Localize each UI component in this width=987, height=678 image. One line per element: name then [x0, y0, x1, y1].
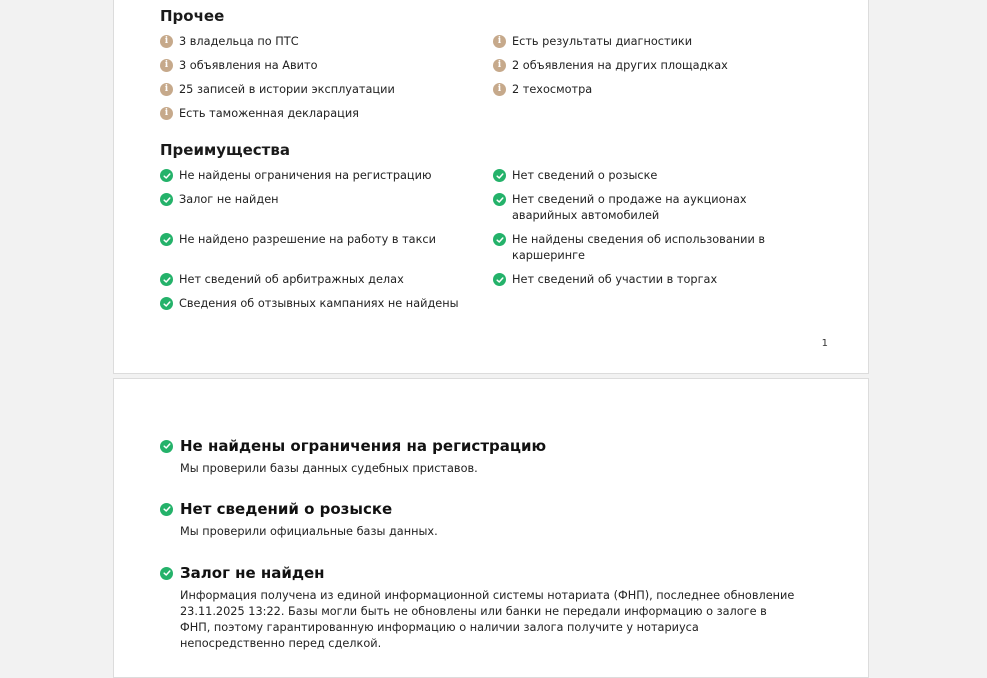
report-page-1 [113, 0, 869, 374]
detail-title: Не найдены ограничения на регистрацию [180, 437, 547, 455]
check-icon [493, 233, 506, 246]
detail-heading [160, 500, 800, 518]
fact-text: Есть таможенная декларация [179, 107, 359, 120]
fact-text: Залог не найден [179, 193, 279, 206]
check-icon [493, 273, 506, 286]
list-item [160, 296, 493, 312]
detail-title: Нет сведений о розыске [180, 500, 393, 518]
info-icon: i [493, 59, 506, 72]
fact-text: 25 записей в истории эксплуатации [179, 83, 395, 96]
check-icon [493, 169, 506, 182]
fact-text: Сведения об отзывных кампаниях не найдены [179, 297, 459, 310]
fact-text: 2 объявления на других площадках [512, 59, 728, 72]
list-item [493, 58, 826, 74]
info-icon: i [493, 83, 506, 96]
check-icon [493, 193, 506, 206]
fact-text: Нет сведений об арбитражных делах [179, 273, 404, 286]
info-icon: i [160, 83, 173, 96]
fact-text: Не найдены сведения об использовании в каршеринге [512, 233, 766, 262]
detail-text: Мы проверили официальные базы данных. [180, 525, 438, 538]
list-item [160, 168, 493, 184]
detail-heading [160, 437, 800, 455]
other-section-title: Прочее [160, 7, 225, 25]
detail-title: Залог не найден [180, 564, 325, 582]
list-item [493, 192, 826, 224]
fact-text: Нет сведений о продаже на аукционах аварийных автомобилей [512, 193, 747, 222]
report-page-2 [113, 378, 869, 678]
fact-text: 3 объявления на Авито [179, 59, 318, 72]
list-item [160, 34, 493, 50]
fact-text: 3 владельца по ПТС [179, 35, 299, 48]
fact-text: Нет сведений об участии в торгах [512, 273, 718, 286]
check-icon [160, 567, 173, 580]
detail-block [160, 437, 800, 477]
other-list [160, 34, 840, 122]
check-icon [160, 273, 173, 286]
info-icon: i [493, 35, 506, 48]
fact-text: Не найдены ограничения на регистрацию [179, 169, 432, 182]
check-icon [160, 297, 173, 310]
list-item [160, 232, 493, 264]
info-icon: i [160, 107, 173, 120]
check-icon [160, 193, 173, 206]
fact-text: 2 техосмотра [512, 83, 593, 96]
detail-block [160, 500, 800, 540]
list-item [160, 106, 493, 122]
list-item [160, 58, 493, 74]
info-icon: i [160, 35, 173, 48]
list-item [160, 192, 493, 224]
info-icon: i [160, 59, 173, 72]
check-icon [160, 233, 173, 246]
check-icon [160, 440, 173, 453]
advantages-section-title: Преимущества [160, 141, 290, 159]
advantages-list [160, 168, 840, 312]
detail-heading [160, 564, 800, 582]
check-icon [160, 169, 173, 182]
detail-block [160, 564, 800, 652]
detail-text: Мы проверили базы данных судебных приставов. [180, 462, 478, 475]
list-item [493, 168, 826, 184]
fact-text: Нет сведений о розыске [512, 169, 658, 182]
list-item [160, 82, 493, 98]
list-item [493, 272, 826, 288]
detail-text: Информация получена из единой информационной системы нотариата (ФНП), последнее обновление 23.11.2025 13:22. Базы могли быть не обновлены или банки не передали информацию о залоге в ФНП, поэтому гарантированную информацию о наличии залога получите у нотариуса непосредственно перед сделкой. [180, 589, 795, 650]
check-icon [160, 503, 173, 516]
list-item [493, 232, 826, 264]
page-number: 1 [821, 338, 828, 349]
list-item [493, 82, 826, 98]
fact-text: Не найдено разрешение на работу в такси [179, 233, 436, 246]
fact-text: Есть результаты диагностики [512, 35, 693, 48]
list-item [160, 272, 493, 288]
list-item [493, 34, 826, 50]
